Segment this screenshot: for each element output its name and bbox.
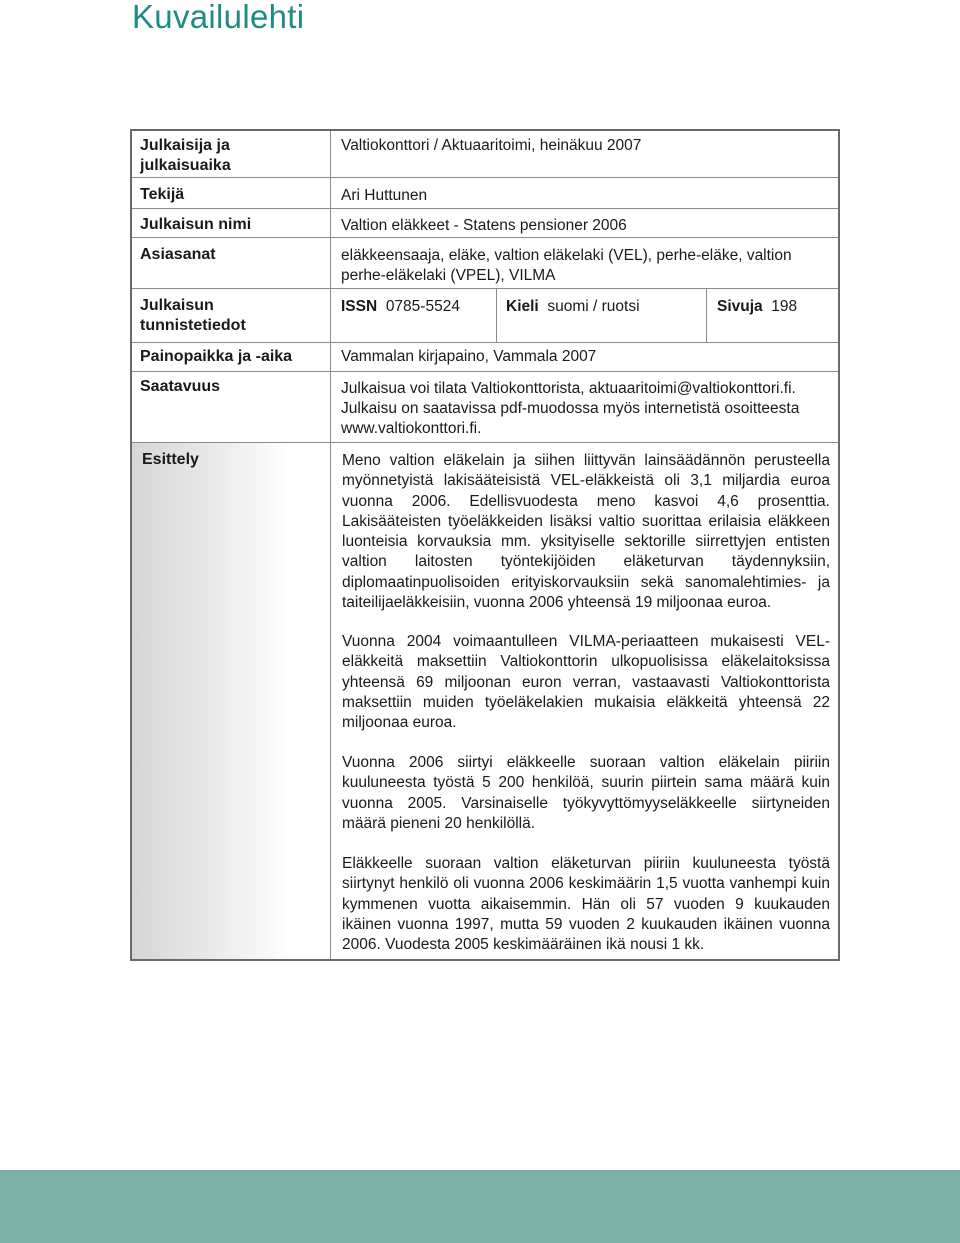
summary-label: Esittely	[142, 451, 199, 468]
author-value: Ari Huttunen	[341, 187, 428, 204]
summary-paragraph: Vuonna 2006 siirtyi eläkkeelle suoraan valtion eläkelain piiriin kuuluneesta työstä 5 200 henkilöä, suurin piirtein sama määrä kuin vuonna 2005. Varsinaiselle työkyvyttömyyseläkkeelle siirtyneiden määrä pieneni 20 henkilöllä.	[342, 754, 830, 832]
keywords-label: Asiasanat	[140, 246, 216, 263]
availability-label: Saatavuus	[140, 378, 221, 395]
summary-paragraph: Vuonna 2004 voimaantulleen VILMA-periaatteen mukaisesti VEL-eläkkeitä maksettiin Valtiokonttorin ulkopuolisissa eläkelaitoksissa yhteensä 69 miljoonan euron verran, vastaavasti Valtiokonttorista maksettiin muiden työeläkelakien mukaisia eläkkeitä yhteensä 22 miljoonaa euroa.	[342, 633, 830, 732]
availability-value: Julkaisua voi tilata Valtiokonttorista, aktuaaritoimi@valtiokonttori.fi. Julkaisu on saatavissa pdf-muodossa myös internetistä osoitteesta www.valtiokonttori.fi.	[341, 380, 800, 437]
language-label: Kieli	[506, 298, 539, 315]
pages-value: 198	[771, 298, 798, 315]
issn-cell	[341, 297, 460, 317]
keywords-value: eläkkeensaaja, eläke, valtion eläkelaki (VEL), perhe-eläke, valtion perhe-eläkelaki (VPEL), VILMA	[341, 247, 792, 284]
pages-cell	[717, 297, 797, 317]
summary-paragraph: Eläkkeelle suoraan valtion eläketurvan piiriin kuuluneesta työstä siirtynyt henkilö oli vuonna 2006 keskimäärin 1,5 vuotta vanhempi kuin kymmenen vuotta aikaisemmin. Hän oli 57 vuoden 9 kuukauden ikäinen vuonna 1997, mutta 59 vuoden 2 kuukauden ikäinen vuonna 2006. Vuodesta 2005 keskimääräinen ikä nousi 1 kk.	[342, 855, 830, 954]
language-value: suomi / ruotsi	[547, 298, 640, 315]
row-divider	[132, 177, 838, 178]
shaded-label-area	[132, 443, 331, 959]
issn-label: ISSN	[341, 298, 378, 315]
publisher-label: Julkaisija ja julkaisuaika	[140, 137, 231, 174]
cell-divider	[706, 288, 707, 342]
pub-name-value: Valtion eläkkeet - Statens pensioner 2006	[341, 217, 627, 234]
pub-name-label: Julkaisun nimi	[140, 216, 252, 233]
issn-value: 0785-5524	[385, 298, 460, 315]
print-value: Vammalan kirjapaino, Vammala 2007	[341, 348, 597, 365]
row-divider	[132, 288, 838, 289]
identifiers-label: Julkaisun tunnistetiedot	[140, 297, 246, 334]
page-title: Kuvailulehti	[132, 0, 305, 35]
pages-label: Sivuja	[717, 298, 763, 315]
row-divider	[132, 442, 838, 443]
publisher-value: Valtiokonttori / Aktuaaritoimi, heinäkuu 2007	[341, 137, 642, 154]
author-label: Tekijä	[140, 186, 185, 203]
description-table	[130, 129, 840, 961]
row-divider	[132, 371, 838, 372]
summary-paragraph: Meno valtion eläkelain ja siihen liittyvän lainsäädännön perusteella myönnetyistä lakisääteisistä VEL-eläkkeistä oli 3,1 miljardia euroa vuonna 2006. Edellisvuodesta meno kasvoi 4,6 prosenttia. Lakisääteisten työeläkkeiden lisäksi valtio suorittaa erilaisia eläkkeen luonteisia korvauksia mm. yksityiselle sektorille siirrettyjen entisten valtion laitosten työntekijöiden eläketurvan täydennyksiin, diplomaatinpuolisoiden erityiskorvauksiin sekä sanomalehtimies- ja taiteilijaeläkkeisiin, vuonna 2006 yhteensä 19 miljoonaa euroa.	[342, 452, 830, 612]
language-cell	[506, 297, 640, 317]
cell-divider	[496, 288, 497, 342]
row-divider	[132, 237, 838, 238]
row-divider	[132, 342, 838, 343]
print-label: Painopaikka ja -aika	[140, 348, 293, 365]
footer-color-bar	[0, 1170, 960, 1243]
row-divider	[132, 208, 838, 209]
